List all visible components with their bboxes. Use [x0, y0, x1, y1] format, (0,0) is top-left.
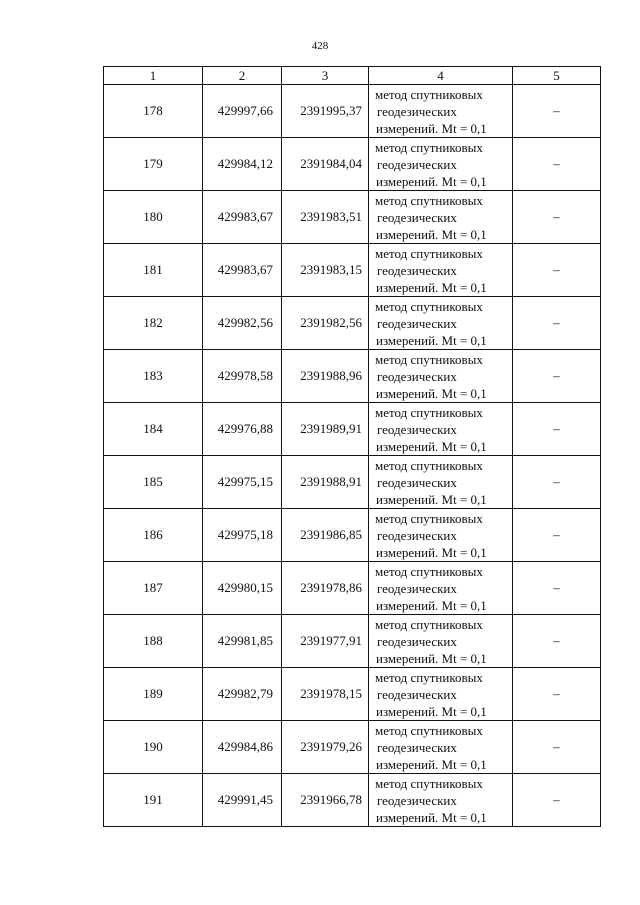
method-line: метод спутниковых — [375, 351, 483, 367]
table-row — [104, 191, 601, 244]
method-line: измерений. Mt = 0,1 — [376, 703, 487, 719]
empty-value-dash: – — [513, 721, 601, 774]
coordinate-x: 429984,86 — [203, 721, 282, 774]
method-description — [369, 456, 513, 509]
empty-value-dash: – — [513, 191, 601, 244]
method-line: геодезических — [377, 686, 457, 702]
point-number: 189 — [104, 668, 203, 721]
coordinate-x: 429997,66 — [203, 85, 282, 138]
table-row — [104, 244, 601, 297]
coordinate-x: 429991,45 — [203, 774, 282, 827]
header-col-1: 1 — [104, 67, 203, 85]
table-row — [104, 615, 601, 668]
coordinate-x: 429975,18 — [203, 509, 282, 562]
header-col-5: 5 — [513, 67, 601, 85]
method-line: геодезических — [377, 527, 457, 543]
coordinate-y: 2391986,85 — [282, 509, 369, 562]
table-row — [104, 562, 601, 615]
method-description — [369, 562, 513, 615]
method-description — [369, 721, 513, 774]
empty-value-dash: – — [513, 668, 601, 721]
coordinate-y: 2391977,91 — [282, 615, 369, 668]
empty-value-dash: – — [513, 403, 601, 456]
method-line: метод спутниковых — [375, 457, 483, 473]
method-line: измерений. Mt = 0,1 — [376, 438, 487, 454]
table-row — [104, 774, 601, 827]
table-row — [104, 509, 601, 562]
table-row — [104, 668, 601, 721]
empty-value-dash: – — [513, 85, 601, 138]
empty-value-dash: – — [513, 456, 601, 509]
method-line: геодезических — [377, 262, 457, 278]
method-description — [369, 350, 513, 403]
table-row — [104, 456, 601, 509]
point-number: 181 — [104, 244, 203, 297]
method-line: геодезических — [377, 209, 457, 225]
empty-value-dash: – — [513, 244, 601, 297]
method-line: геодезических — [377, 315, 457, 331]
point-number: 190 — [104, 721, 203, 774]
coordinate-x: 429983,67 — [203, 244, 282, 297]
method-description — [369, 509, 513, 562]
header-col-2: 2 — [203, 67, 282, 85]
coordinate-x: 429978,58 — [203, 350, 282, 403]
coordinate-y: 2391988,96 — [282, 350, 369, 403]
method-line: геодезических — [377, 633, 457, 649]
point-number: 185 — [104, 456, 203, 509]
method-description — [369, 244, 513, 297]
method-line: метод спутниковых — [375, 298, 483, 314]
method-description — [369, 85, 513, 138]
coordinate-x: 429982,56 — [203, 297, 282, 350]
table-row — [104, 350, 601, 403]
method-line: измерений. Mt = 0,1 — [376, 809, 487, 825]
method-line: геодезических — [377, 421, 457, 437]
method-line: измерений. Mt = 0,1 — [376, 279, 487, 295]
point-number: 178 — [104, 85, 203, 138]
method-line: метод спутниковых — [375, 245, 483, 261]
method-line: геодезических — [377, 739, 457, 755]
point-number: 184 — [104, 403, 203, 456]
coordinate-y: 2391995,37 — [282, 85, 369, 138]
coordinate-y: 2391984,04 — [282, 138, 369, 191]
coordinate-y: 2391978,15 — [282, 668, 369, 721]
method-line: измерений. Mt = 0,1 — [376, 120, 487, 136]
table-row — [104, 138, 601, 191]
header-col-3: 3 — [282, 67, 369, 85]
coordinate-x: 429976,88 — [203, 403, 282, 456]
coordinate-y: 2391982,56 — [282, 297, 369, 350]
table-header — [104, 67, 601, 85]
coordinate-y: 2391983,51 — [282, 191, 369, 244]
method-description — [369, 668, 513, 721]
method-line: метод спутниковых — [375, 722, 483, 738]
method-line: метод спутниковых — [375, 139, 483, 155]
table-row — [104, 85, 601, 138]
header-col-4: 4 — [369, 67, 513, 85]
method-line: измерений. Mt = 0,1 — [376, 544, 487, 560]
method-description — [369, 615, 513, 668]
point-number: 188 — [104, 615, 203, 668]
method-line: метод спутниковых — [375, 510, 483, 526]
point-number: 179 — [104, 138, 203, 191]
empty-value-dash: – — [513, 138, 601, 191]
coordinate-x: 429984,12 — [203, 138, 282, 191]
empty-value-dash: – — [513, 350, 601, 403]
method-line: метод спутниковых — [375, 404, 483, 420]
method-line: метод спутниковых — [375, 192, 483, 208]
coordinate-x: 429982,79 — [203, 668, 282, 721]
method-line: геодезических — [377, 474, 457, 490]
table-body — [104, 85, 601, 827]
empty-value-dash: – — [513, 562, 601, 615]
method-description — [369, 297, 513, 350]
coordinate-y: 2391988,91 — [282, 456, 369, 509]
method-line: метод спутниковых — [375, 775, 483, 791]
method-line: геодезических — [377, 580, 457, 596]
method-line: измерений. Mt = 0,1 — [376, 173, 487, 189]
method-description — [369, 403, 513, 456]
header-row — [104, 67, 601, 85]
coordinate-x: 429981,85 — [203, 615, 282, 668]
empty-value-dash: – — [513, 774, 601, 827]
method-description — [369, 138, 513, 191]
method-line: геодезических — [377, 156, 457, 172]
method-line: геодезических — [377, 103, 457, 119]
method-line: измерений. Mt = 0,1 — [376, 385, 487, 401]
point-number: 183 — [104, 350, 203, 403]
method-line: измерений. Mt = 0,1 — [376, 226, 487, 242]
method-line: измерений. Mt = 0,1 — [376, 597, 487, 613]
empty-value-dash: – — [513, 509, 601, 562]
empty-value-dash: – — [513, 297, 601, 350]
table-row — [104, 297, 601, 350]
point-number: 187 — [104, 562, 203, 615]
coordinate-y: 2391989,91 — [282, 403, 369, 456]
method-line: измерений. Mt = 0,1 — [376, 756, 487, 772]
method-line: геодезических — [377, 792, 457, 808]
coordinates-table — [103, 66, 601, 827]
coordinate-x: 429980,15 — [203, 562, 282, 615]
method-description — [369, 774, 513, 827]
table-row — [104, 721, 601, 774]
table-row — [104, 403, 601, 456]
coordinate-y: 2391983,15 — [282, 244, 369, 297]
method-line: измерений. Mt = 0,1 — [376, 491, 487, 507]
method-line: метод спутниковых — [375, 616, 483, 632]
page-number: 428 — [311, 40, 329, 52]
coordinate-x: 429975,15 — [203, 456, 282, 509]
point-number: 186 — [104, 509, 203, 562]
point-number: 180 — [104, 191, 203, 244]
coordinate-y: 2391979,26 — [282, 721, 369, 774]
method-line: измерений. Mt = 0,1 — [376, 332, 487, 348]
method-description — [369, 191, 513, 244]
point-number: 182 — [104, 297, 203, 350]
point-number: 191 — [104, 774, 203, 827]
method-line: метод спутниковых — [375, 669, 483, 685]
method-line: метод спутниковых — [375, 563, 483, 579]
method-line: метод спутниковых — [375, 86, 483, 102]
method-line: геодезических — [377, 368, 457, 384]
coordinate-x: 429983,67 — [203, 191, 282, 244]
empty-value-dash: – — [513, 615, 601, 668]
coordinate-y: 2391978,86 — [282, 562, 369, 615]
coordinate-y: 2391966,78 — [282, 774, 369, 827]
method-line: измерений. Mt = 0,1 — [376, 650, 487, 666]
